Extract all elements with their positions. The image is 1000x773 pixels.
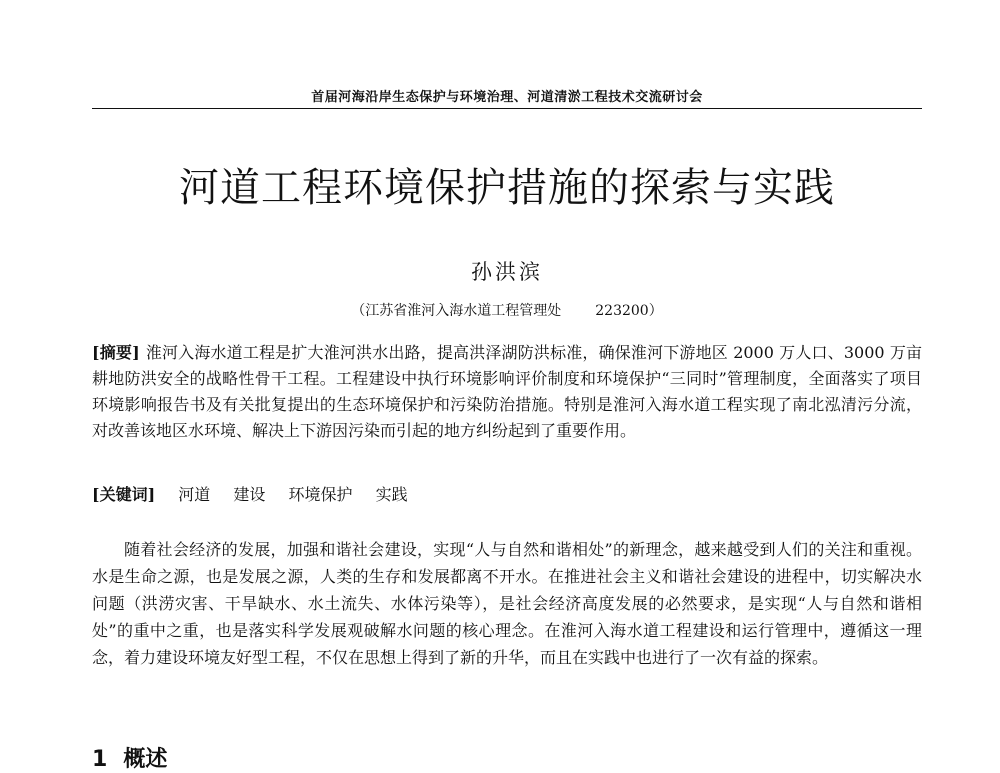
keyword: 环境保护 bbox=[288, 485, 353, 504]
abstract-text: 淮河入海水道工程是扩大淮河洪水出路，提高洪泽湖防洪标准，确保淮河下游地区 2000 万人口、3000 万亩耕地防洪安全的战略性骨干工程。工程建设中执行环境影响评价制度和环境保护“三同时”管理制度，全面落实了项目环境影响报告书及有关批复提出的生态环境保护和污染防治措施。特别是淮河入海水道工程实现了南北泓清污分流，对改善该地区水环境、解决上下游因污染而引起的地方纠纷起到了重要作用。 bbox=[92, 343, 922, 440]
keywords-label: [关键词] bbox=[92, 485, 156, 504]
author-name: 孙洪滨 bbox=[471, 260, 543, 284]
affiliation-name: （江苏省淮河入海水道工程管理处 bbox=[351, 303, 562, 319]
running-header: 首届河海沿岸生态保护与环境治理、河道清淤工程技术交流研讨会 bbox=[311, 90, 703, 105]
section-number: 1 bbox=[92, 747, 108, 772]
keywords bbox=[92, 482, 922, 508]
keyword: 河道 bbox=[178, 485, 211, 504]
section-title: 概述 bbox=[123, 747, 168, 772]
abstract-label: [摘要] bbox=[92, 343, 140, 362]
postal-code: 223200） bbox=[595, 303, 663, 319]
header-divider bbox=[92, 108, 922, 109]
intro-paragraph: 随着社会经济的发展，加强和谐社会建设，实现“人与自然和谐相处”的新理念，越来越受到人们的关注和重视。水是生命之源，也是发展之源，人类的生存和发展都离不开水。在推进社会主义和谐社会建设的进程中，切实解决水问题（洪涝灾害、干旱缺水、水土流失、水体污染等），是社会经济高度发展的必然要求，是实现“人与自然和谐相处”的重中之重，也是落实科学发展观破解水问题的核心理念。在淮河入海水道工程建设和运行管理中，遵循这一理念，着力建设环境友好型工程，不仅在思想上得到了新的升华，而且在实践中也进行了一次有益的探索。 bbox=[92, 540, 922, 667]
abstract bbox=[92, 340, 922, 444]
keyword: 建设 bbox=[233, 485, 266, 504]
author-affiliation bbox=[92, 300, 922, 320]
keyword: 实践 bbox=[375, 485, 408, 504]
section-heading bbox=[92, 742, 167, 773]
paper-title: 河道工程环境保护措施的探索与实践 bbox=[179, 165, 835, 211]
